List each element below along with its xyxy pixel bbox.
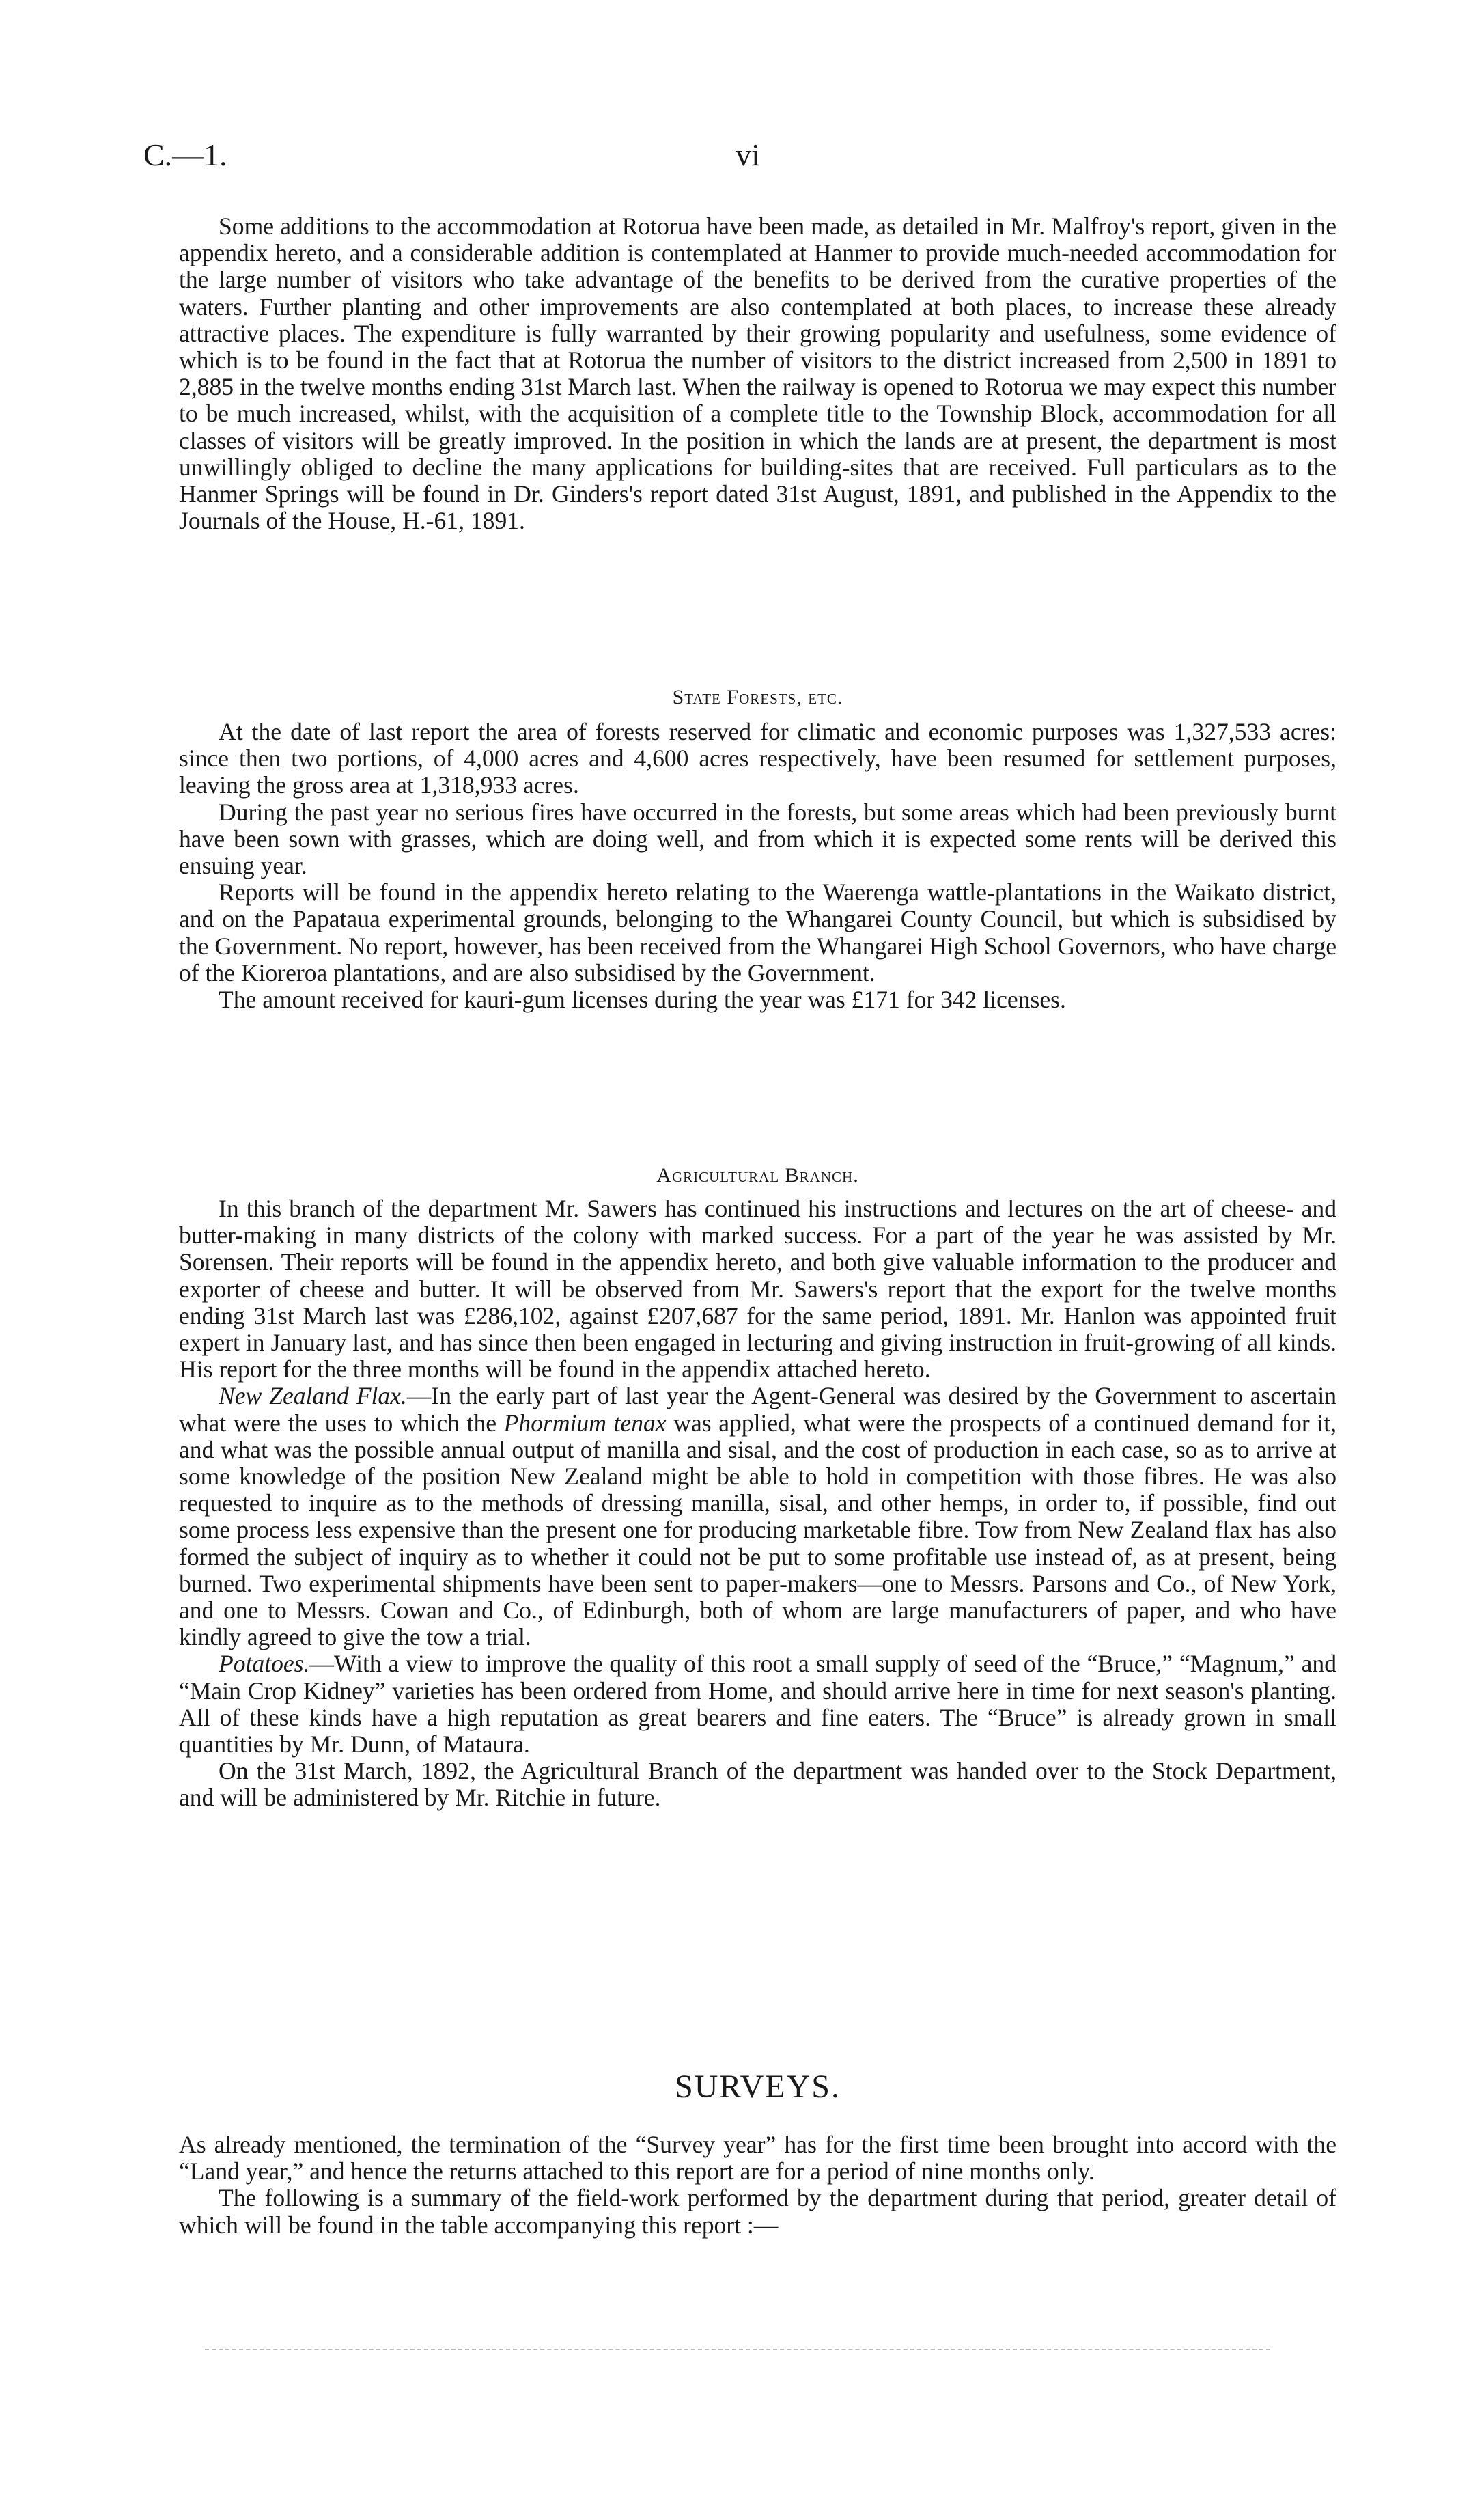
flax-label: New Zealand Flax. xyxy=(219,1382,407,1410)
footer-dotted-rule xyxy=(205,2349,1270,2350)
state-forests-paragraph-1: At the date of last report the area of forests reserved for climatic and economic purposes was 1,327,533 acres: since then two portions, of 4,000 acres and 4,600 acres respectively, have been resumed for settlement purposes, leaving the gross area at 1,318,933 acres. xyxy=(179,718,1336,799)
potatoes-paragraph xyxy=(179,1650,1336,1758)
agricultural-branch-heading: Agricultural Branch. xyxy=(656,1164,859,1187)
document-code: C.—1. xyxy=(143,137,227,172)
flax-text-b: was applied, what were the prospects of a continued demand for it, and what was the possible annual output of manilla and sisal, and the cost of production in each case, so as to arrive at some knowledge of the position New Zealand might be able to hold in competition with those fibres. He was also requested to inquire as to the methods of dressing manilla, sisal, and other hemps, in order to, if possible, find out some process less expensive than the present one for producing marketable fibre. Tow from New Zealand flax has also formed the subject of inquiry as to whether it could not be put to some profitable use instead of, as at present, being burned. Two experimental shipments have been sent to paper-makers—one to Messrs. Parsons and Co., of New York, and one to Messrs. Cowan and Co., of Edinburgh, both of whom are large manufacturers of paper, and who have kindly agreed to give the tow a trial. xyxy=(179,1409,1336,1651)
surveys-paragraph-1: As already mentioned, the termination of the “Survey year” has for the first time been brought into accord with the “Land year,” and hence the returns attached to this report are for a period of nine months only. xyxy=(179,2131,1336,2185)
surveys-section xyxy=(179,2131,1336,2239)
state-forests-heading: State Forests, etc. xyxy=(672,686,843,708)
page-number: vi xyxy=(736,137,760,172)
surveys-paragraph-2: The following is a summary of the field-work performed by the department during that period, greater detail of which will be found in the table accompanying this report :— xyxy=(179,2184,1336,2239)
state-forests-section xyxy=(179,719,1336,1013)
page-header xyxy=(143,137,1352,178)
agricultural-section xyxy=(179,1196,1336,1812)
flax-species: Phormium tenax xyxy=(503,1409,667,1437)
agricultural-paragraph-1: In this branch of the department Mr. Sawers has continued his instructions and lectures on the art of cheese- and butter-making in many districts of the colony with marked success. For a part of the year he was assisted by Mr. Sorensen. Their reports will be found in the appendix hereto, and both give valuable information to the producer and exporter of cheese and butter. It will be observed from Mr. Sawers's report that the export for the twelve months ending 31st March last was £286,102, against £207,687 for the same period, 1891. Mr. Hanlon was appointed fruit expert in January last, and has since then been engaged in lecturing and giving instruction in fruit-growing of all kinds. His report for the three months will be found in the appendix attached hereto. xyxy=(179,1195,1336,1383)
intro-paragraph: Some additions to the accommodation at Rotorua have been made, as detailed in Mr. Malfroy's report, given in the appendix hereto, and a considerable addition is contemplated at Hanmer to provide much-needed accommodation for the large number of visitors who take advantage of the benefits to be derived from the curative properties of the waters. Further planting and other improvements are also contemplated at both places, to increase these already attractive places. The expenditure is fully warranted by their growing popularity and usefulness, some evidence of which is to be found in the fact that at Rotorua the number of visitors to the district increased from 2,500 in 1891 to 2,885 in the twelve months ending 31st March last. When the railway is opened to Rotorua we may expect this number to be much increased, whilst, with the acquisition of a complete title to the Township Block, accommodation for all classes of visitors will be greatly improved. In the position in which the lands are at present, the department is most unwillingly obliged to decline the many applications for building-sites that are received. Full particulars as to the Hanmer Springs will be found in Dr. Ginders's report dated 31st August, 1891, and published in the Appendix to the Journals of the House, H.-61, 1891. xyxy=(179,212,1336,535)
state-forests-paragraph-3: Reports will be found in the appendix hereto relating to the Waerenga wattle-plantations in the Waikato district, and on the Papataua experimental grounds, belonging to the Whangarei County Council, but which is subsidised by the Government. No report, however, has been received from the Whangarei High School Governors, who have charge of the Kioreroa plantations, and are also subsidised by the Government. xyxy=(179,879,1336,986)
potatoes-text: —With a view to improve the quality of this root a small supply of seed of the “Bruce,” “Magnum,” and “Main Crop Kidney” varieties has been ordered from Home, and should arrive here in time for next season's planting. All of these kinds have a high reputation as great bearers and fine eaters. The “Bruce” is already grown in small quantities by Mr. Dunn, of Mataura. xyxy=(179,1650,1336,1758)
flax-text-a: —In the early part of last year the Agent-General was desired by the Government to ascertain what were the uses to which the xyxy=(179,1382,1336,1437)
state-forests-paragraph-2: During the past year no serious fires have occurred in the forests, but some areas which had been previously burnt have been sown with grasses, which are doing well, and from which it is expected some rents will be derived this ensuing year. xyxy=(179,798,1336,880)
surveys-heading: SURVEYS. xyxy=(675,2069,841,2105)
state-forests-paragraph-4: The amount received for kauri-gum licenses during the year was £171 for 342 licenses. xyxy=(219,986,1066,1014)
intro-section xyxy=(179,213,1336,534)
agricultural-paragraph-last: On the 31st March, 1892, the Agricultural Branch of the department was handed over to the Stock Department, and will be administered by Mr. Ritchie in future. xyxy=(179,1757,1336,1812)
potatoes-label: Potatoes. xyxy=(219,1650,310,1678)
flax-paragraph xyxy=(179,1383,1336,1650)
